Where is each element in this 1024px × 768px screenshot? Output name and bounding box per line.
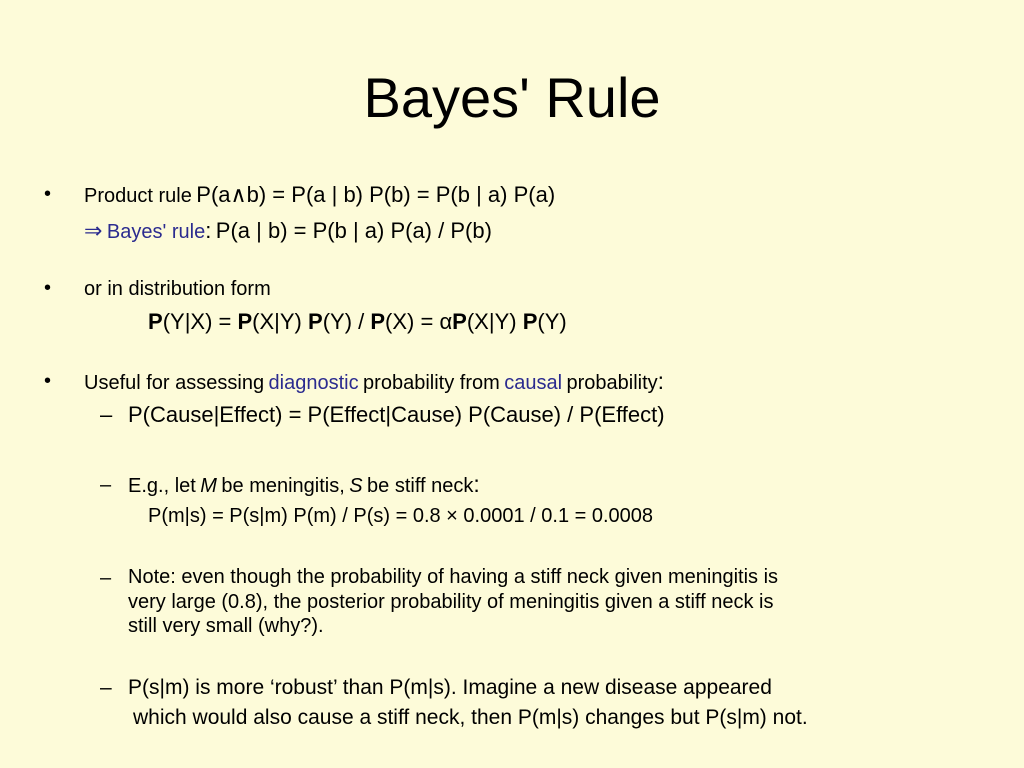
product-rule-line (84, 182, 555, 211)
distribution-form-text: or in distribution form (84, 278, 271, 300)
example-var-s: S (349, 475, 363, 497)
formula-part: (Y) / (322, 309, 371, 334)
formula-part: (Y|X) = (162, 309, 238, 334)
bayes-rule-label: Bayes' rule (106, 221, 206, 243)
product-rule-formula: P(a∧b) = P(a | b) P(b) = P(b | a) P(a) (196, 182, 556, 207)
note-line-3: still very small (why?). (128, 615, 324, 637)
formula-part: (X) = α (385, 309, 453, 334)
useful-colon: : (657, 368, 665, 394)
distribution-formula (148, 309, 567, 335)
diagnostic-term: diagnostic (268, 372, 359, 394)
example-line (128, 471, 480, 501)
slide-title: Bayes' Rule (363, 66, 661, 129)
product-rule-label: Product rule (84, 185, 192, 207)
bayes-rule-formula: P(a | b) = P(b | a) P(a) / P(b) (215, 218, 492, 243)
sub-dash: – (100, 567, 112, 589)
causal-term: causal (504, 372, 563, 394)
bullet-dot: • (44, 277, 52, 299)
meningitis-formula: P(m|s) = P(s|m) P(m) / P(s) = 0.8 × 0.0001 / 0.1 = 0.0008 (148, 505, 654, 527)
useful-text-1: Useful for assessing (84, 372, 265, 394)
formula-part: P (148, 309, 163, 334)
example-text-1: E.g., let (128, 475, 196, 497)
implies-symbol: ⇒ (84, 218, 103, 243)
note-line-1: Note: even though the probability of having a stiff neck given meningitis is (128, 566, 779, 588)
formula-part: (X|Y) (252, 309, 308, 334)
sub-dash: – (100, 402, 113, 427)
cause-effect-formula: P(Cause|Effect) = P(Effect|Cause) P(Cause) / P(Effect) (128, 402, 665, 427)
formula-part: P (522, 309, 538, 334)
example-text-3: be stiff neck (367, 475, 474, 497)
formula-part: (Y) (537, 309, 567, 334)
formula-part: (X|Y) (466, 309, 523, 334)
sub-dash: – (100, 474, 112, 496)
robust-line-1: P(s|m) is more ‘robust’ than P(m|s). Imagine a new disease appeared (128, 676, 772, 699)
useful-line (84, 368, 664, 398)
formula-part: P (370, 309, 386, 334)
bayes-rule-line (84, 218, 492, 247)
robust-line-2: which would also cause a stiff neck, then P(m|s) changes but P(s|m) not. (133, 706, 808, 729)
useful-text-3: probability (566, 372, 658, 394)
bayes-rule-colon: : (205, 218, 212, 243)
example-var-m: M (200, 475, 217, 497)
useful-text-2: probability from (363, 372, 500, 394)
bullet-dot: • (44, 183, 52, 205)
bullet-dot: • (44, 370, 52, 392)
sub-dash: – (100, 676, 112, 699)
formula-part: P (237, 309, 253, 334)
formula-part: P (308, 309, 323, 334)
formula-part: P (452, 309, 467, 334)
example-text-2: be meningitis, (221, 475, 345, 497)
note-line-2: very large (0.8), the posterior probability of meningitis given a stiff neck is (128, 591, 774, 613)
example-colon: : (473, 471, 480, 497)
